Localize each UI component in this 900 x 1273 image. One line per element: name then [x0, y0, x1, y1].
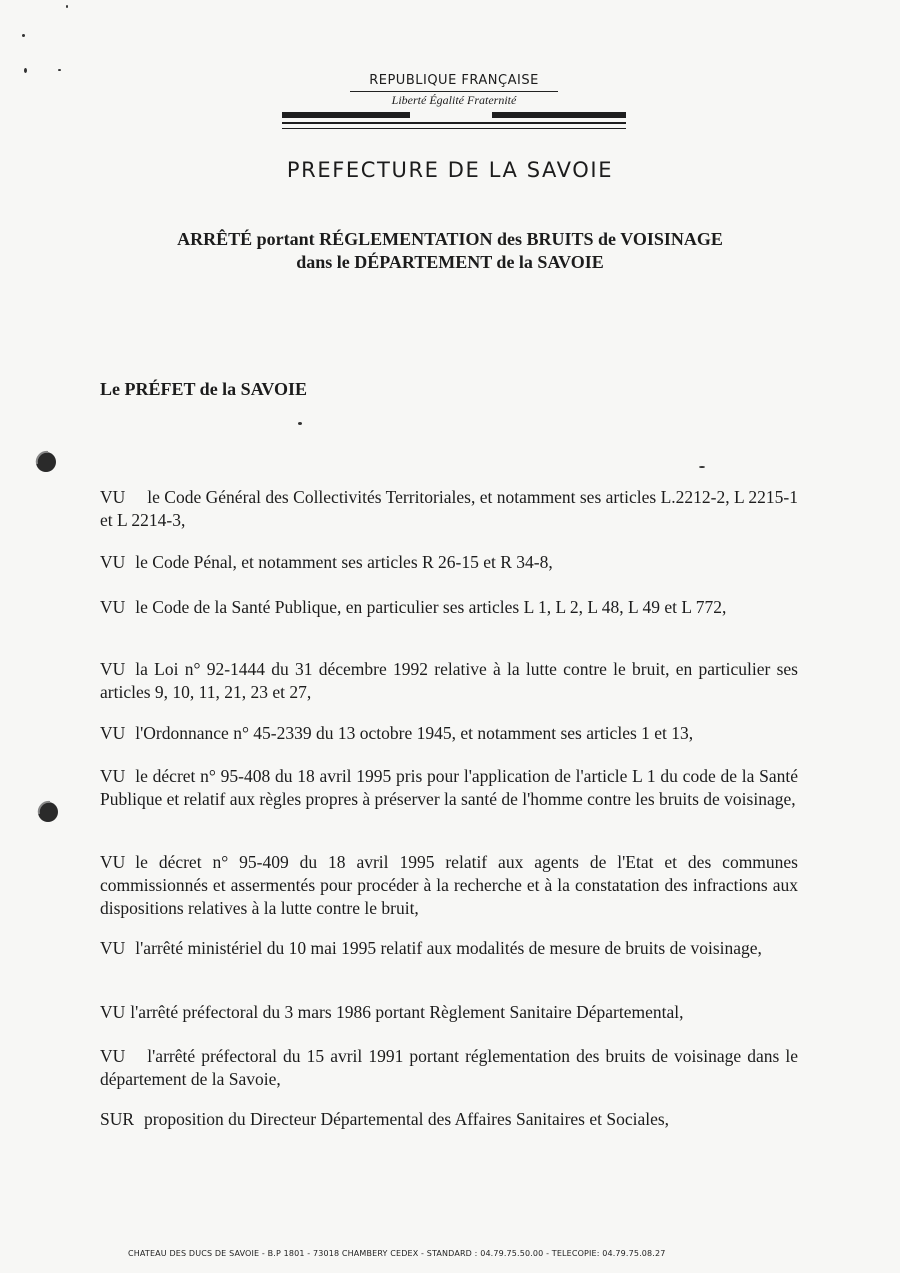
prefet-heading: Le PRÉFET de la SAVOIE: [100, 379, 308, 399]
visa-text: le décret n° 95-408 du 18 avril 1995 pris pour l'application de l'article L 1 du code de la Santé Publique et relatif aux règles propres à préserver la santé de l'homme contre les bruits de voisinage,: [100, 766, 798, 809]
visa-keyword: VU: [100, 852, 126, 872]
republic-underline: [350, 91, 558, 92]
scan-speck: [66, 5, 68, 8]
document-title-line1: ARRÊTÉ portant RÉGLEMENTATION des BRUITS de VOISINAGE: [177, 229, 723, 249]
visa-paragraph: [100, 551, 798, 574]
visa-text: l'arrêté ministériel du 10 mai 1995 relatif aux modalités de mesure de bruits de voisinage,: [135, 938, 762, 958]
visa-paragraph: [100, 937, 798, 960]
republic-heading: REPUBLIQUE FRANÇAISE: [369, 73, 539, 88]
document-title: [120, 228, 780, 274]
tricolour-bar: [282, 112, 626, 118]
visa-text: le Code Pénal, et notamment ses articles R 26-15 et R 34-8,: [135, 552, 553, 572]
visa-text: le décret n° 95-409 du 18 avril 1995 relatif aux agents de l'Etat et des communes commissionnés et assermentés pour procéder à la recherche et à la constatation des infractions aux dispositions relatives à la lutte contre le bruit,: [100, 852, 798, 918]
scan-speck: [24, 68, 27, 73]
visa-text: la Loi n° 92-1444 du 31 décembre 1992 relative à la lutte contre le bruit, en particulier ses articles 9, 10, 11, 21, 23 et 27,: [100, 659, 798, 702]
visa-keyword: SUR: [100, 1109, 135, 1129]
visa-paragraph: [100, 658, 798, 704]
visa-keyword: VU: [100, 552, 126, 572]
visa-paragraph: [100, 1045, 798, 1091]
visa-keyword: VU: [100, 766, 126, 786]
visa-text: le Code Général des Collectivités Territoriales, et notamment ses articles L.2212-2, L 2215-1 et L 2214-3,: [100, 487, 798, 530]
republic-motto: Liberté Égalité Fraternité: [391, 93, 517, 107]
visa-paragraph: [100, 1108, 798, 1131]
scan-speck: [699, 466, 705, 468]
visa-keyword: VU: [100, 659, 126, 679]
visa-keyword: VU: [100, 1046, 126, 1066]
visa-keyword: VU: [100, 487, 126, 507]
visa-text: l'arrêté préfectoral du 15 avril 1991 portant réglementation des bruits de voisinage dans le département de la Savoie,: [100, 1046, 798, 1089]
scan-speck: [58, 69, 61, 71]
scan-speck: [298, 422, 302, 425]
visa-keyword: VU: [100, 723, 126, 743]
visa-paragraph: [100, 486, 798, 532]
visa-text: proposition du Directeur Départemental des Affaires Sanitaires et Sociales,: [144, 1109, 670, 1129]
scan-speck: [22, 34, 25, 37]
visa-paragraph: [100, 851, 798, 920]
visa-text: l'arrêté préfectoral du 3 mars 1986 portant Règlement Sanitaire Départemental,: [130, 1002, 684, 1022]
header-rule-thin: [282, 128, 626, 129]
visa-paragraph: [100, 596, 798, 619]
visa-paragraph: [100, 1001, 798, 1024]
visa-text: le Code de la Santé Publique, en particulier ses articles L 1, L 2, L 48, L 49 et L 772,: [135, 597, 727, 617]
prefecture-heading: PREFECTURE DE LA SAVOIE: [286, 158, 614, 182]
visa-keyword: VU: [100, 597, 126, 617]
header-rule: [282, 122, 626, 124]
visa-text: l'Ordonnance n° 45-2339 du 13 octobre 1945, et notamment ses articles 1 et 13,: [135, 723, 694, 743]
visa-keyword: VU: [100, 938, 126, 958]
document-title-line2: dans le DÉPARTEMENT de la SAVOIE: [296, 252, 604, 272]
punch-hole-icon: [34, 450, 58, 474]
visa-keyword: VU: [100, 1002, 126, 1022]
page-footer: CHATEAU DES DUCS DE SAVOIE - B.P 1801 - 73018 CHAMBERY CEDEX - STANDARD : 04.79.75.50.00 - TELECOPIE: 04.79.75.08.27: [128, 1249, 666, 1258]
visa-paragraph: [100, 765, 798, 811]
punch-hole-icon: [36, 800, 60, 824]
visa-paragraph: [100, 722, 798, 745]
